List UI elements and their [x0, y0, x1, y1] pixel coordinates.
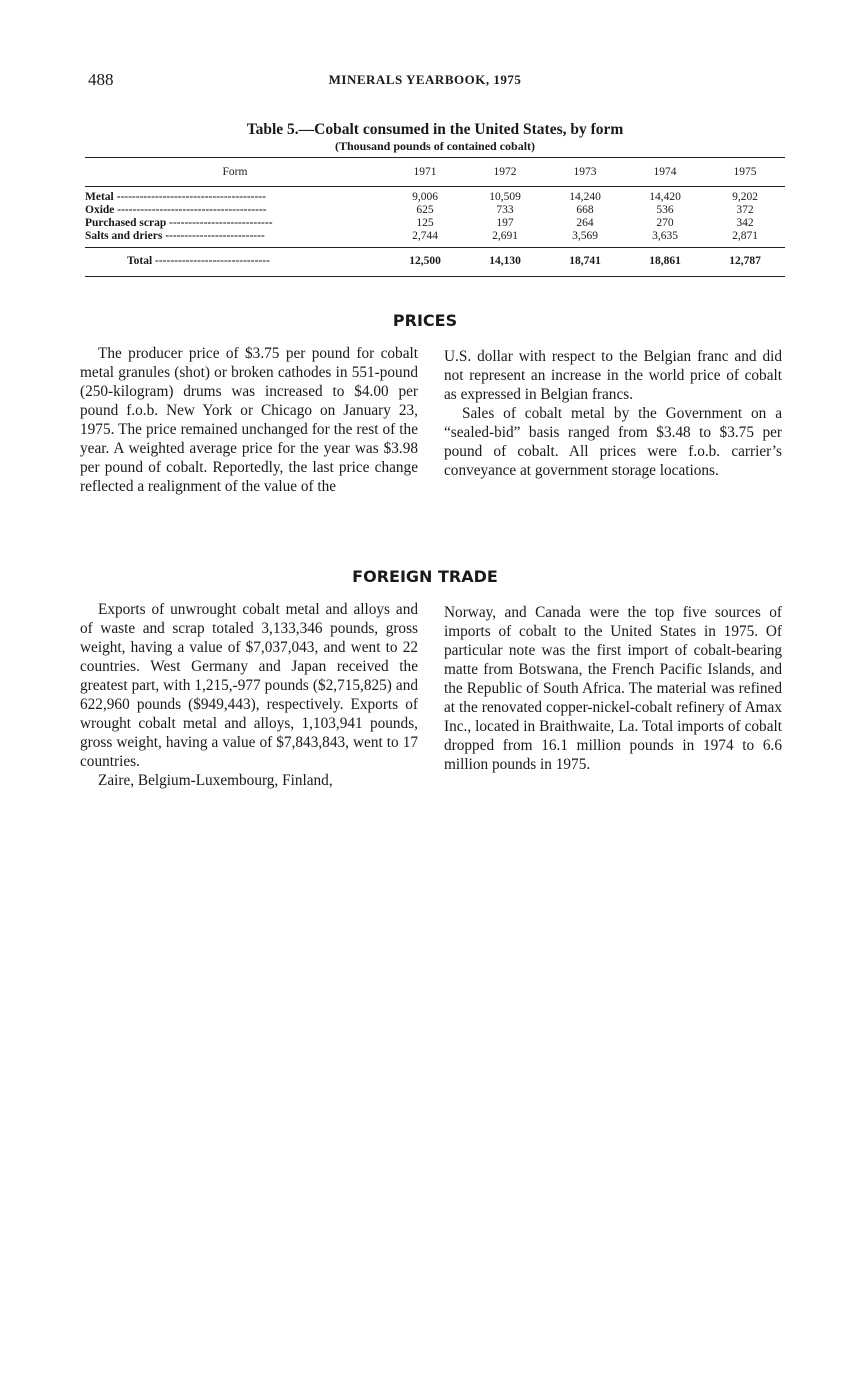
foreign-trade-right-column	[444, 603, 782, 774]
paragraph: Zaire, Belgium-Luxembourg, Finland,	[98, 772, 333, 789]
year-header: 1972	[493, 166, 517, 178]
paragraph: U.S. dollar with respect to the Belgian franc and did not represent an increase in the world price of cobalt as expressed in Belgian francs.	[444, 348, 782, 403]
table-cell: 2,691	[492, 230, 518, 242]
running-head: MINERALS YEARBOOK, 1975	[328, 72, 522, 87]
table-cell: 264	[576, 217, 594, 229]
table-row	[85, 187, 785, 205]
form-header: Form	[222, 166, 248, 178]
total-label: Total ------------------------------	[127, 254, 270, 267]
table-cell: 3,569	[572, 230, 598, 242]
table-cell: 9,202	[732, 191, 758, 203]
table-cell: 197	[496, 217, 514, 229]
table-row	[85, 230, 785, 248]
total-cell: 12,787	[729, 254, 761, 267]
table-total-row	[85, 248, 785, 277]
year-header: 1974	[653, 166, 677, 178]
paragraph: Exports of unwrought cobalt metal and alloys and of waste and scrap totaled 3,133,346 pounds, gross weight, having a value of $7,037,043, and went to 22 countries. West Germany and Japan received the greatest part, with 1,215,-977 pounds ($2,715,825) and 622,960 pounds ($949,443), respectively. Exports of wrought cobalt metal and alloys, 1,103,941 pounds, gross weight, having a value of $7,843,843, went to 17 countries.	[80, 601, 418, 770]
row-label: Metal ---------------------------------------	[85, 191, 266, 203]
table-cell: 733	[496, 204, 514, 216]
paragraph: The producer price of $3.75 per pound for cobalt metal granules (shot) or broken cathodes in 551-pound (250-kilogram) drums was increased to $4.00 per pound f.o.b. New York or Chicago on January 23, 1975. The price remained unchanged for the rest of the year. A weighted average price for the year was $3.98 per pound of cobalt. Reportedly, the last price change reflected a realignment of the value of the	[80, 345, 418, 495]
prices-left-column	[80, 344, 418, 496]
table-row	[85, 204, 785, 217]
table-cell: 125	[416, 217, 434, 229]
year-header: 1973	[573, 166, 597, 178]
table-cell: 14,240	[569, 191, 601, 203]
prices-heading: PRICES	[392, 311, 458, 330]
row-label: Salts and driers --------------------------	[85, 230, 265, 242]
table-cell: 2,871	[732, 230, 758, 242]
table-cell: 9,006	[412, 191, 438, 203]
table-title: Table 5.—Cobalt consumed in the United States, by form	[246, 121, 624, 138]
total-cell: 12,500	[409, 254, 441, 267]
table-cell: 625	[416, 204, 434, 216]
foreign-trade-heading: FOREIGN TRADE	[352, 567, 498, 586]
paragraph: Norway, and Canada were the top five sources of imports of cobalt to the United States in 1975. Of particular note was the first import of cobalt-bearing matte from Botswana, the French Pacific Islands, and the Republic of South Africa. The material was refined at the renovated copper-nickel-cobalt refinery of Amax Inc., located in Braithwaite, La. Total imports of cobalt dropped from 16.1 million pounds in 1974 to 6.6 million pounds in 1975.	[444, 604, 782, 773]
total-cell: 14,130	[489, 254, 521, 267]
row-label: Oxide ---------------------------------------	[85, 204, 267, 216]
total-cell: 18,741	[569, 254, 601, 267]
table-cell: 10,509	[489, 191, 521, 203]
table-cell: 14,420	[649, 191, 681, 203]
row-label: Purchased scrap ---------------------------	[85, 217, 273, 229]
table-cell: 536	[656, 204, 674, 216]
year-header: 1971	[413, 166, 437, 178]
table-cell: 2,744	[412, 230, 438, 242]
paragraph: Sales of cobalt metal by the Government on a “sealed-bid” basis ranged from $3.48 to $3.75 per pound of cobalt. All prices were f.o.b. carrier’s conveyance at government storage locations.	[444, 405, 782, 479]
table-row	[85, 217, 785, 230]
cobalt-consumption-table	[85, 157, 785, 277]
table-subtitle: (Thousand pounds of contained cobalt)	[334, 139, 536, 153]
table-header-row	[85, 158, 785, 187]
page-number: 488	[88, 70, 114, 89]
table-cell: 3,635	[652, 230, 678, 242]
table-cell: 372	[736, 204, 754, 216]
prices-right-column	[444, 347, 782, 480]
table-cell: 342	[736, 217, 754, 229]
year-header: 1975	[733, 166, 757, 178]
table-cell: 270	[656, 217, 674, 229]
total-cell: 18,861	[649, 254, 681, 267]
table-cell: 668	[576, 204, 594, 216]
foreign-trade-left-column	[80, 600, 418, 790]
